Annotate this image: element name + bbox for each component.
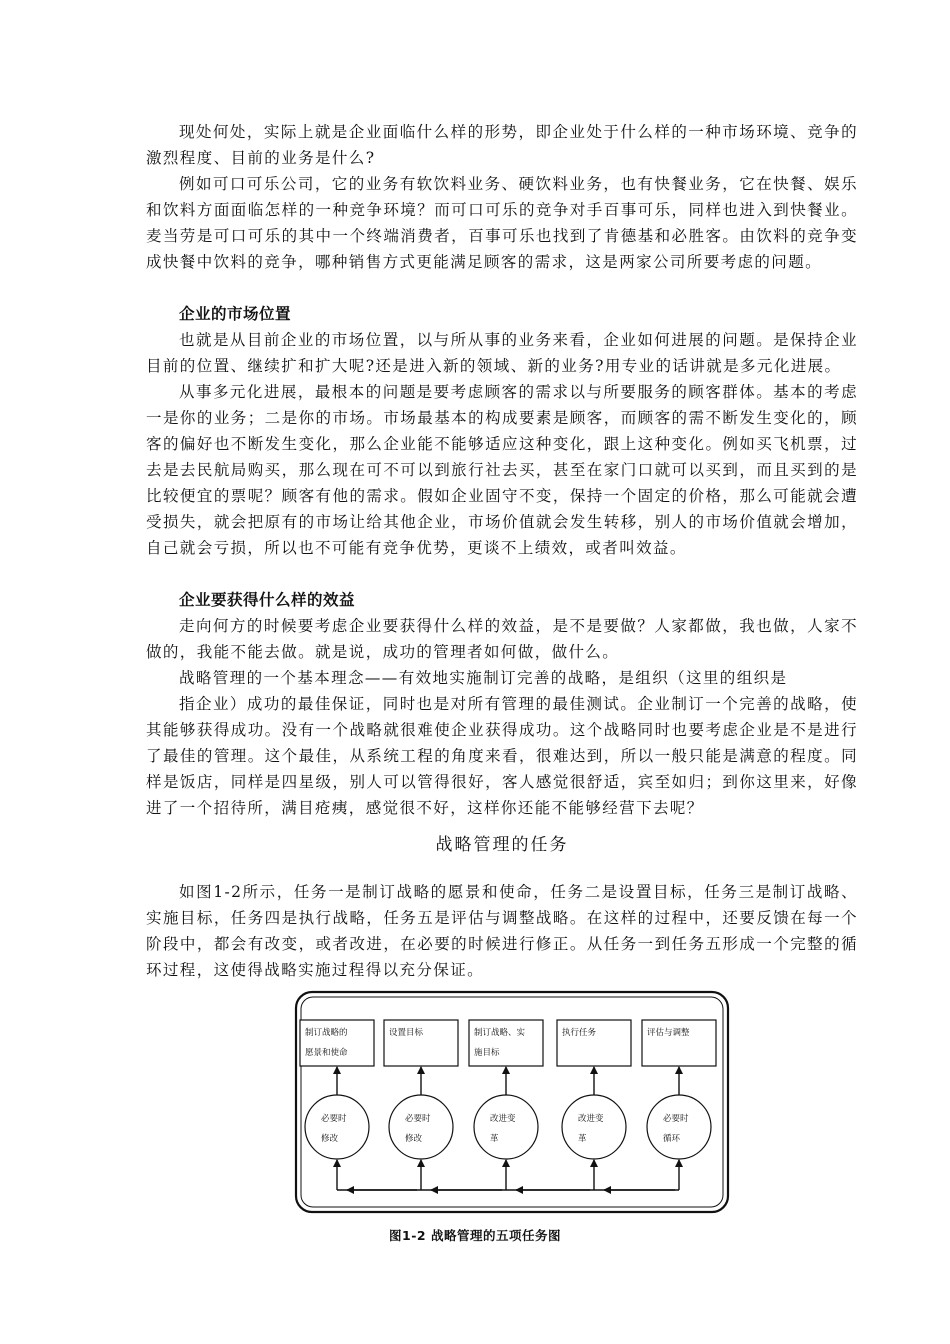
paragraph: 从事多元化进展，最根本的问题是要考虑顾客的需求以与所要服务的顾客群体。基本的考虑一是你的业务；二是你的市场。市场最基本的构成要素是顾客，而顾客的需不断发生变化的，顾客的偏好也不断发生变化，那么企业能不能够适应这种变化，跟上这种变化。例如买飞机票，过去是去民航局购买，那么现在可不可以到旅行社去买，甚至在家门口就可以买到，而且买到的是比较便宜的票呢？顾客有他的需求。假如企业固守不变，保持一个固定的价格，那么可能就会遭受损失，就会把原有的市场让给其他企业，市场价值就会发生转移，别人的市场价值就会增加，自己就会亏损，所以也不可能有竞争优势，更谈不上绩效，或者叫效益。 [146, 383, 858, 557]
figure-caption: 图1-2 战略管理的五项任务图 [389, 1228, 561, 1243]
task-box-label: 制订战略的 [305, 1028, 348, 1038]
feedback-circle-label: 循环 [663, 1134, 681, 1144]
section-heading: 企业要获得什么样的效益 [179, 591, 356, 609]
task-box-label: 制订战略、实 [474, 1028, 526, 1038]
document-body [146, 119, 858, 983]
section-title: 战略管理的任务 [435, 835, 569, 855]
paragraph: 也就是从目前企业的市场位置，以与所从事的业务来看，企业如何进展的问题。是保持企业目前的位置、继续扩和扩大呢?还是进入新的领域、新的业务?用专业的话讲就是多元化进展。 [146, 331, 858, 375]
feedback-circle [305, 1095, 369, 1159]
task-box [300, 1020, 374, 1066]
paragraph: 指企业）成功的最佳保证，同时也是对所有管理的最佳测试。企业制订一个完善的战略，使其能够获得成功。没有一个战略就很难使企业获得成功。这个战略同时也要考虑企业是不是进行了最佳的管理。这个最佳，从系统工程的角度来看，很难达到，所以一般只能是满意的程度。同样是饭店，同样是四星级，别人可以管得很好，客人感觉很舒适，宾至如归；到你这里来，好像进了一个招待所，满目疮痍，感觉很不好，这样你还能不能够经营下去呢？ [146, 695, 858, 817]
task-box-label: 施目标 [474, 1048, 500, 1058]
paragraph: 如图1-2所示，任务一是制订战略的愿景和使命，任务二是设置目标，任务三是制订战略、实施目标，任务四是执行战略，任务五是评估与调整战略。在这样的过程中，还要反馈在每一个阶段中，都会有改变，或者改进，在必要的时候进行修正。从任务一到任务五形成一个完整的循环过程，这使得战略实施过程得以充分保证。 [146, 883, 858, 979]
task-box [469, 1020, 543, 1066]
feedback-circle-label: 革 [578, 1134, 587, 1144]
diagram-svg [294, 990, 730, 1214]
task-box [642, 1020, 716, 1066]
feedback-circle-label: 修改 [405, 1134, 423, 1144]
feedback-circle-label: 修改 [321, 1134, 339, 1144]
task-box-label: 评估与调整 [647, 1028, 690, 1038]
feedback-circle-label: 必要时 [321, 1114, 347, 1124]
paragraph: 战略管理的一个基本理念——有效地实施制订完善的战略，是组织（这里的组织是 [179, 669, 788, 687]
feedback-circle [647, 1095, 711, 1159]
feedback-circle-label: 必要时 [405, 1114, 431, 1124]
task-box-label: 愿景和使命 [305, 1048, 348, 1058]
section-heading: 企业的市场位置 [179, 305, 292, 323]
five-tasks-diagram [294, 990, 730, 1214]
feedback-circle-label: 改进变 [578, 1114, 604, 1124]
task-box [384, 1020, 458, 1066]
feedback-circle-label: 必要时 [663, 1114, 689, 1124]
paragraph: 例如可口可乐公司，它的业务有软饮料业务、硬饮料业务，也有快餐业务，它在快餐、娱乐和饮料方面面临怎样的一种竞争环境？而可口可乐的竞争对手百事可乐，同样也进入到快餐业。麦当劳是可口可乐的其中一个终端消费者，百事可乐也找到了肯德基和必胜客。由饮料的竞争变成快餐中饮料的竞争，哪种销售方式更能满足顾客的需求，这是两家公司所要考虑的问题。 [146, 175, 858, 271]
feedback-circle [562, 1095, 626, 1159]
feedback-circle-label: 革 [490, 1134, 499, 1144]
task-box-label: 设置目标 [389, 1028, 424, 1038]
paragraph: 走向何方的时候要考虑企业要获得什么样的效益，是不是要做？人家都做，我也做，人家不做的，我能不能去做。就是说，成功的管理者如何做，做什么。 [146, 617, 858, 661]
feedback-circle-label: 改进变 [490, 1114, 516, 1124]
feedback-circle [474, 1095, 538, 1159]
feedback-circle [389, 1095, 453, 1159]
paragraph: 现处何处，实际上就是企业面临什么样的形势，即企业处于什么样的一种市场环境、竞争的激烈程度、目前的业务是什么? [146, 123, 858, 167]
task-box [557, 1020, 631, 1066]
task-box-label: 执行任务 [562, 1028, 597, 1038]
